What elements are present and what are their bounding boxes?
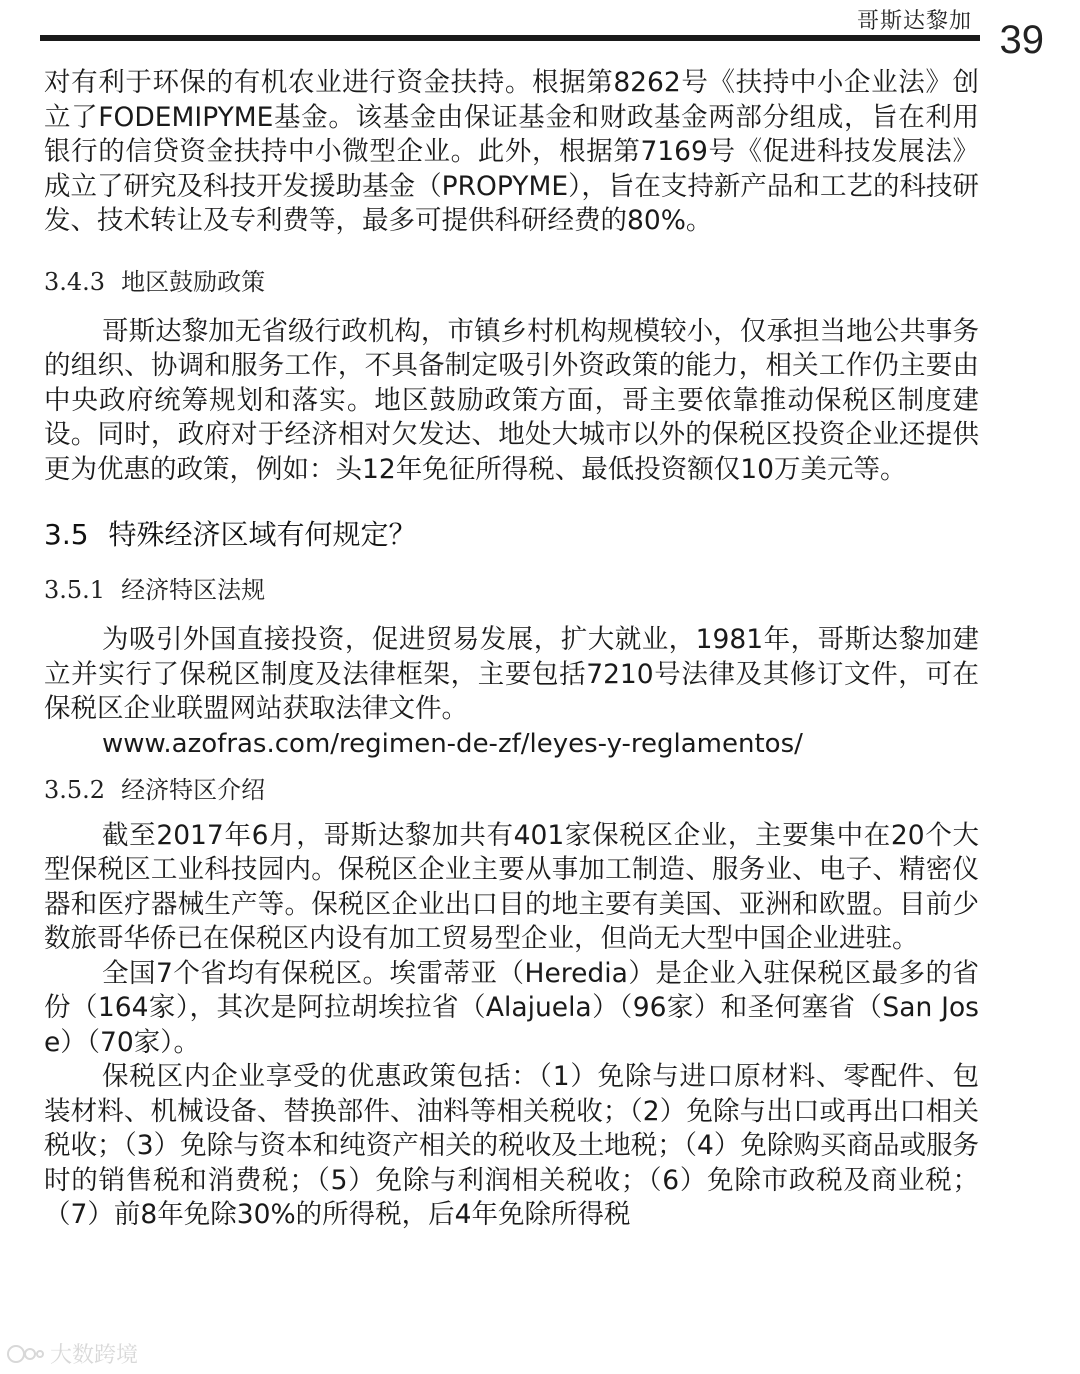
sez-law-paragraph: 为吸引外国直接投资，促进贸易发展，扩大就业，1981年，哥斯达黎加建立并实行了保税区制度及法律框架，主要包括7210号法律及其修订文件，可在保税区企业联盟网站获取法律文件。 (44, 624, 979, 724)
azofras-url[interactable]: www.azofras.com/regimen-de-zf/leyes-y-reglamentos/ (102, 728, 803, 759)
running-header-title: 哥斯达黎加 (856, 9, 972, 34)
header-rule (40, 35, 980, 41)
sez-intro-paragraph-1: 截至2017年6月，哥斯达黎加共有401家保税区企业，主要集中在20个大型保税区工业科技园内。保税区企业主要从事加工制造、服务业、电子、精密仪器和医疗器械生产等。保税区企业出口目的地主要有美国、亚洲和欧盟。目前少数旅哥华侨已在保税区内设有加工贸易型企业，但尚无大型中国企业进驻。 (44, 819, 979, 954)
subsection-title: 经济特区法规 (121, 576, 266, 604)
sez-intro-paragraph-2: 全国7个省均有保税区。埃雷蒂亚（Heredia）是企业入驻保税区最多的省份（164家），其次是阿拉胡埃拉省（Alajuela）（96家）和圣何塞省（San Jose）（70家）。 (44, 957, 979, 1058)
subsection-number: 3.5.1 (44, 576, 106, 604)
watermark-logo-icon (6, 1342, 46, 1366)
page-number: 39 (999, 18, 1044, 62)
section-title: 特殊经济区域有何规定？ (108, 518, 417, 551)
subsection-heading-3-5-2 (44, 773, 979, 807)
subsection-heading-3-4-3 (44, 265, 979, 299)
subsection-number: 3.5.2 (44, 775, 106, 804)
page-body (44, 66, 979, 1233)
sez-intro-paragraph-3: 保税区内企业享受的优惠政策包括：（1）免除与进口原材料、零配件、包装材料、机械设备、替换部件、油料等相关税收；（2）免除与出口或再出口相关税收；（3）免除与资本和纯资产相关的税收及土地税；（4）免除购买商品或服务时的销售税和消费税；（5）免除与利润相关税收；（6）免除市政税及商业税；（7）前8年免除30%的所得税，后4年免除所得税 (44, 1061, 979, 1230)
section-number: 3.5 (44, 518, 89, 551)
subsection-number: 3.4.3 (44, 267, 106, 296)
watermark-text: 大数跨境 (50, 1343, 139, 1368)
subsection-title: 经济特区介绍 (121, 775, 266, 804)
section-heading-3-5 (44, 517, 979, 553)
subsection-title: 地区鼓励政策 (121, 267, 266, 296)
watermark (6, 1338, 138, 1369)
intro-paragraph: 对有利于环保的有机农业进行资金扶持。根据第8262号《扶持中小企业法》创立了FODEMIPYME基金。该基金由保证基金和财政基金两部分组成，旨在利用银行的信贷资金扶持中小微型企业。此外，根据第7169号《促进科技发展法》成立了研究及科技开发援助基金（PROPYME），旨在支持新产品和工艺的科技研发、技术转让及专利费等，最多可提供科研经费的80%。 (44, 67, 979, 236)
subsection-heading-3-5-1 (44, 573, 979, 607)
regional-incentives-paragraph: 哥斯达黎加无省级行政机构，市镇乡村机构规模较小，仅承担当地公共事务的组织、协调和服务工作，不具备制定吸引外资政策的能力，相关工作仍主要由中央政府统筹规划和落实。地区鼓励政策方面，哥主要依靠推动保税区制度建设。同时，政府对于经济相对欠发达、地处大城市以外的保税区投资企业还提供更为优惠的政策，例如：头12年免征所得税、最低投资额仅10万美元等。 (44, 315, 979, 485)
